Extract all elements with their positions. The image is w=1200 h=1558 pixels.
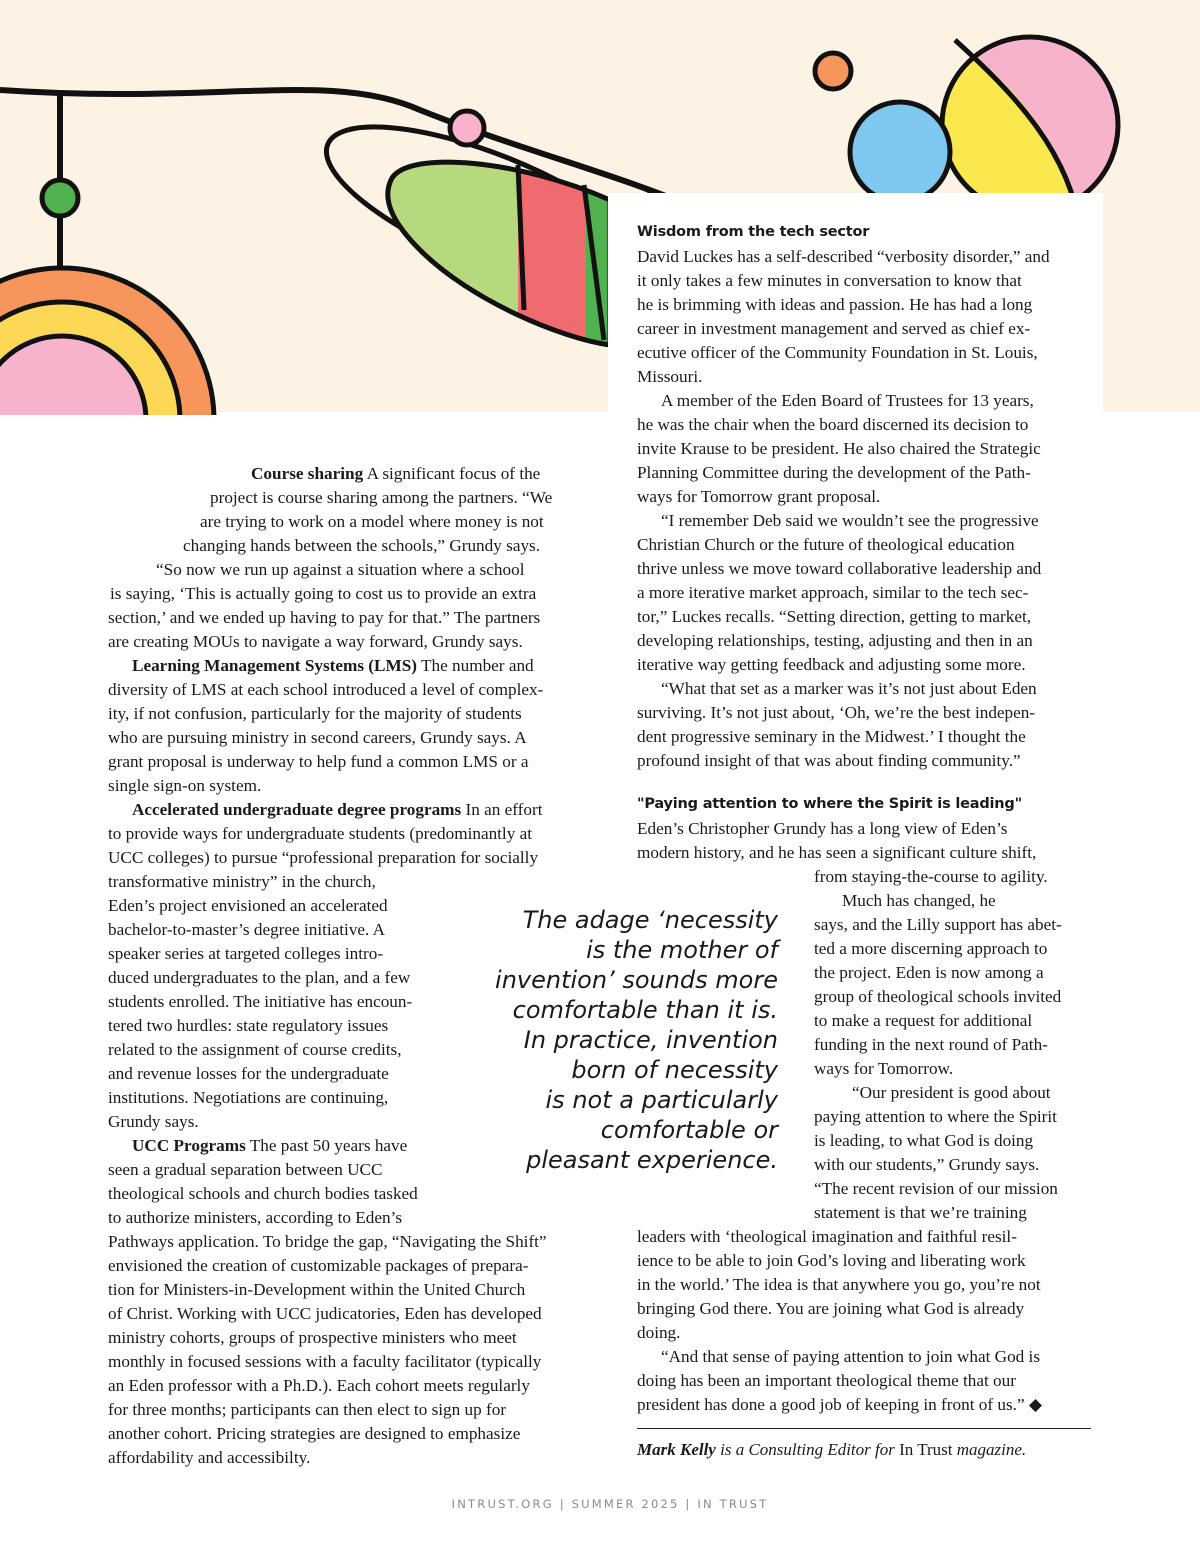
- publication-name: In Trust: [899, 1440, 953, 1459]
- spirit-heading: "Paying attention to where the Spirit is leading": [637, 796, 1022, 812]
- marker-paragraph: “What that set as a marker was it’s not just about Eden surviving. It’s not just about, ‘Oh, we’re the best indepen- dent progressive seminary in the Midwest.’ I thought the profound insight of that was about finding community.”: [637, 679, 1037, 770]
- luckes-intro-paragraph: David Luckes has a self-described “verbosity disorder,” and it only takes a few minutes in conversation to know that he is brimming with ideas and passion. He has had a long career in investment management and served as chief ex- ecutive officer of the Community Foundation in St. Louis, Missouri.: [637, 247, 1050, 386]
- lms-paragraph: Learning Management Systems (LMS) The number and diversity of LMS at each school introduced a level of complex- ity, if not confusion, particularly for the majority of students who are pursuing ministry in second careers, Grundy says. A grant proposal is underway to help fund a common LMS or a single sign-on system.: [108, 656, 544, 795]
- ucc-heading: UCC Programs: [132, 1136, 246, 1155]
- author-credit: Mark Kelly is a Consulting Editor for In Trust magazine.: [637, 1440, 1027, 1459]
- orange-moon-icon: [815, 53, 851, 89]
- pink-moon-icon: [450, 111, 484, 145]
- right-column: [637, 221, 1097, 1417]
- lms-heading: Learning Management Systems (LMS): [132, 656, 418, 675]
- lilly-support-paragraph: Much has changed, he says, and the Lilly support has abet- ted a more discerning approach to the project. Eden is now among a group of theological schools invited to make a request for additional funding in the next round of Path- ways for Tomorrow.: [814, 891, 1062, 1078]
- board-paragraph: A member of the Eden Board of Trustees for 13 years, he was the chair when the board discerned its decision to invite Krause to be president. He also chaired the Strategic Planning Committee during the development of the Path- ways for Tomorrow grant proposal.: [637, 391, 1041, 506]
- grundy-history-paragraph: Eden’s Christopher Grundy has a long view of Eden’s modern history, and he has seen a significant culture shift, from staying-the-course to agility.: [637, 819, 1048, 886]
- pull-quote: The adage ‘necessity is the mother of invention’ sounds more comfortable than it is. In practice, invention born of necessity is not a particularly comfortable or pleasant experience.: [495, 906, 778, 1174]
- blue-planet-icon: [850, 102, 950, 202]
- page-footer: INTRUST.ORG | SUMMER 2025 | IN TRUST: [451, 1497, 769, 1511]
- tech-sector-heading: Wisdom from the tech sector: [637, 224, 870, 240]
- course-sharing-paragraph: Course sharing A significant focus of the project is course sharing among the partners. “We are trying to work on a model where money is not changing hands between the schools,” Grundy says. “So now we run up against a situation where a school is saying, ‘This is actually going to cost us to provide an extra section,’ and we ended up having to pay for that.” The partners are creating MOUs to navigate a way forward, Grundy says.: [108, 464, 553, 651]
- author-name: Mark Kelly: [637, 1440, 716, 1459]
- green-bead-icon: [42, 180, 78, 216]
- closing-paragraph: “And that sense of paying attention to join what God is doing has been an important theological theme that our president has done a good job of keeping in front of us.” ◆: [637, 1347, 1043, 1414]
- deb-quote-paragraph: “I remember Deb said we wouldn’t see the progressive Christian Church or the future of theological education thrive unless we move toward collaborative leadership and a more iterative market approach, similar to the tech sec- tor,” Luckes recalls. “Setting direction, getting to market, developing relationships, testing, adjusting and then in an iterative way getting feedback and adjusting some more.: [637, 511, 1042, 674]
- credit-divider: [637, 1428, 1091, 1429]
- ucc-paragraph: UCC Programs The past 50 years have seen a gradual separation between UCC theological schools and church bodies tasked to authorize ministers, according to Eden’s Pathways application. To bridge the gap, “Navigating the Shift” envisioned the creation of customizable packages of prepara- tion for Ministers-in-Development within the United Church of Christ. Working with UCC judicatories, Eden has developed ministry cohorts, groups of prospective ministers who meet monthly in focused sessions with a faculty facilitator (typically an Eden professor with a Ph.D.). Each cohort meets regularly for three months; participants can then elect to sign up for another cohort. Pricing strategies are designed to emphasize affordability and accessibilty.: [108, 1136, 547, 1467]
- accelerated-heading: Accelerated undergraduate degree programs: [132, 800, 462, 819]
- mission-paragraph: “Our president is good about paying attention to where the Spirit is leading, to what God is doing with our students,” Grundy says. “The recent revision of our mission statement is that we’re training leaders with ‘theological imagination and faithful resil- ience to be able to join God’s loving and liberating work in the world.’ The idea is that anywhere you go, you’re not bringing God there. You are joining what God is already doing.: [637, 1083, 1058, 1342]
- course-sharing-heading: Course sharing: [251, 464, 364, 483]
- accelerated-paragraph: Accelerated undergraduate degree programs In an effort to provide ways for undergraduate students (predominantly at UCC colleges) to pursue “professional preparation for socially transformative ministry” in the church, Eden’s project envisioned an accelerated bachelor-to-master’s degree initiative. A speaker series at targeted colleges intro- duced undergraduates to the plan, and a few students enrolled. The initiative has encoun- tered two hurdles: state regulatory issues related to the assignment of course credits, and revenue losses for the undergraduate institutions. Negotiations are continuing, Grundy says.: [108, 800, 543, 1131]
